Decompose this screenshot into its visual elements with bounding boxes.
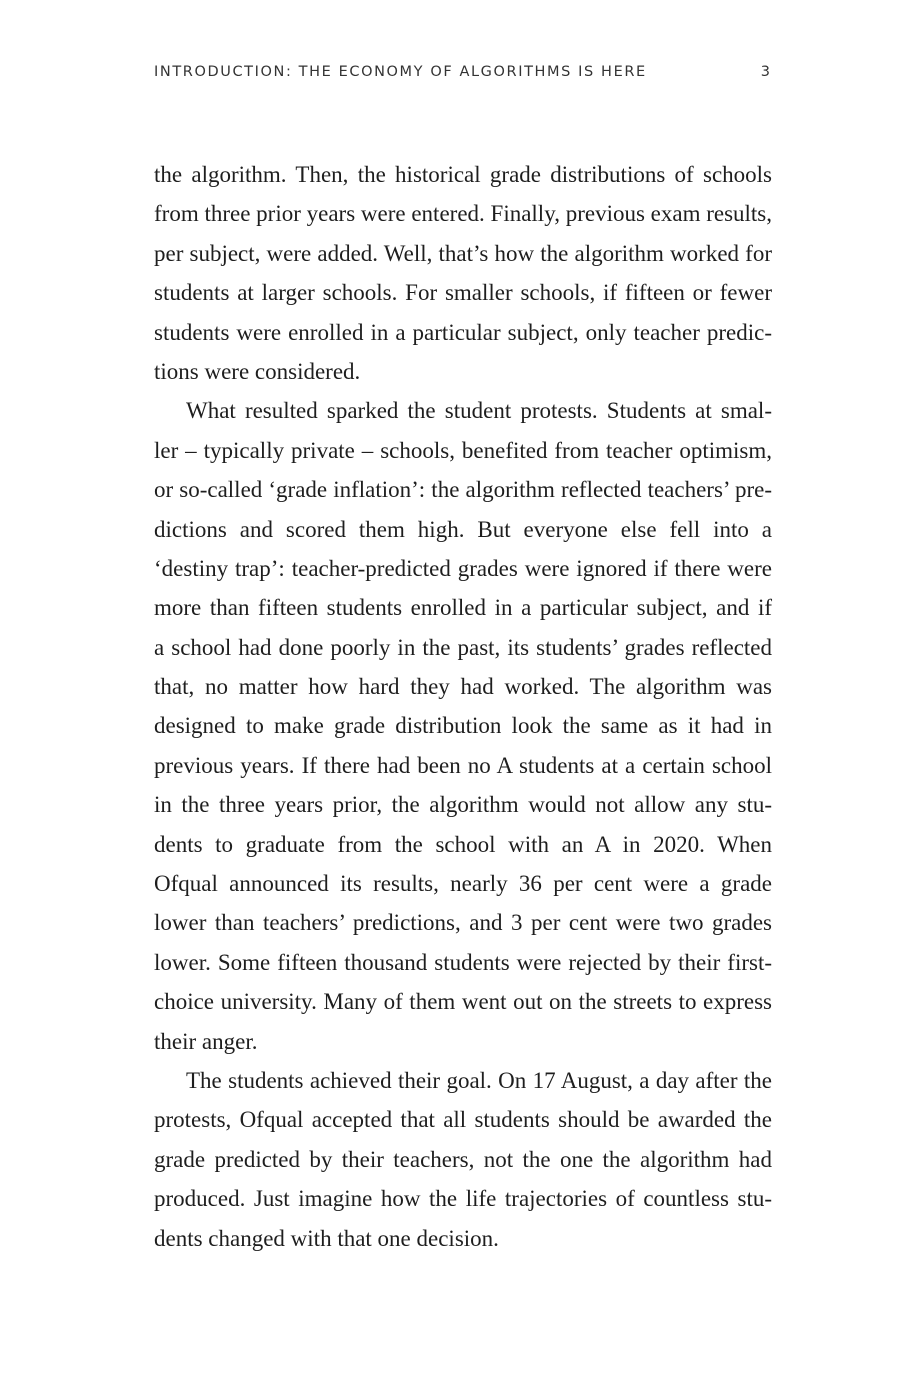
text-line: ‘destiny trap’: teacher-predicted grades were ignored if there were (154, 555, 772, 581)
text-line: What resulted sparked the student protests. Students at smal- (186, 398, 772, 424)
text-line: dents to graduate from the school with an A in 2020. When (154, 831, 772, 857)
text-line: Ofqual announced its results, nearly 36 per cent were a grade (154, 871, 772, 897)
text-line: protests, Ofqual accepted that all students should be awarded the (154, 1107, 772, 1133)
text-line: previous years. If there had been no A students at a certain school (154, 752, 772, 778)
text-line: tions were considered. (154, 358, 361, 384)
text-line: students at larger schools. For smaller schools, if fifteen or fewer (154, 280, 772, 306)
text-line: more than fifteen students enrolled in a particular subject, and if (154, 595, 772, 621)
text-line: that, no matter how hard they had worked. The algorithm was (154, 674, 772, 700)
text-line: choice university. Many of them went out on the streets to express (154, 989, 772, 1015)
text-line: from three prior years were entered. Finally, previous exam results, (154, 201, 773, 227)
paragraph-1 (154, 155, 772, 391)
text-line: The students achieved their goal. On 17 August, a day after the (186, 1067, 772, 1093)
running-head (154, 64, 772, 88)
text-line: lower. Some fifteen thousand students were rejected by their first- (154, 949, 772, 975)
text-line: or so-called ‘grade inflation’: the algorithm reflected teachers’ pre- (154, 477, 772, 503)
text-line: lower than teachers’ predictions, and 3 per cent were two grades (154, 910, 772, 936)
text-line: produced. Just imagine how the life trajectories of countless stu- (154, 1186, 772, 1212)
text-line: ler – typically private – schools, benefited from teacher optimism, (154, 437, 772, 463)
page-number: 3 (760, 64, 770, 80)
text-line: the algorithm. Then, the historical grade distributions of schools (154, 162, 772, 187)
running-title: INTRODUCTION: THE ECONOMY OF ALGORITHMS IS HERE (154, 64, 647, 80)
body-text (154, 155, 772, 1258)
text-line: grade predicted by their teachers, not the one the algorithm had (154, 1146, 772, 1172)
text-line: a school had done poorly in the past, its students’ grades reflected (154, 634, 772, 660)
text-line: dents changed with that one decision. (154, 1225, 499, 1251)
text-line: per subject, were added. Well, that’s how the algorithm worked for (154, 240, 772, 266)
text-line: in the three years prior, the algorithm would not allow any stu- (154, 792, 772, 818)
text-line: designed to make grade distribution look the same as it had in (154, 713, 772, 739)
text-line: dictions and scored them high. But everyone else fell into a (154, 516, 772, 542)
text-line: students were enrolled in a particular subject, only teacher predic- (154, 319, 772, 345)
text-line: their anger. (154, 1028, 258, 1054)
paragraph-2 (154, 391, 772, 1061)
paragraph-3 (154, 1061, 772, 1258)
